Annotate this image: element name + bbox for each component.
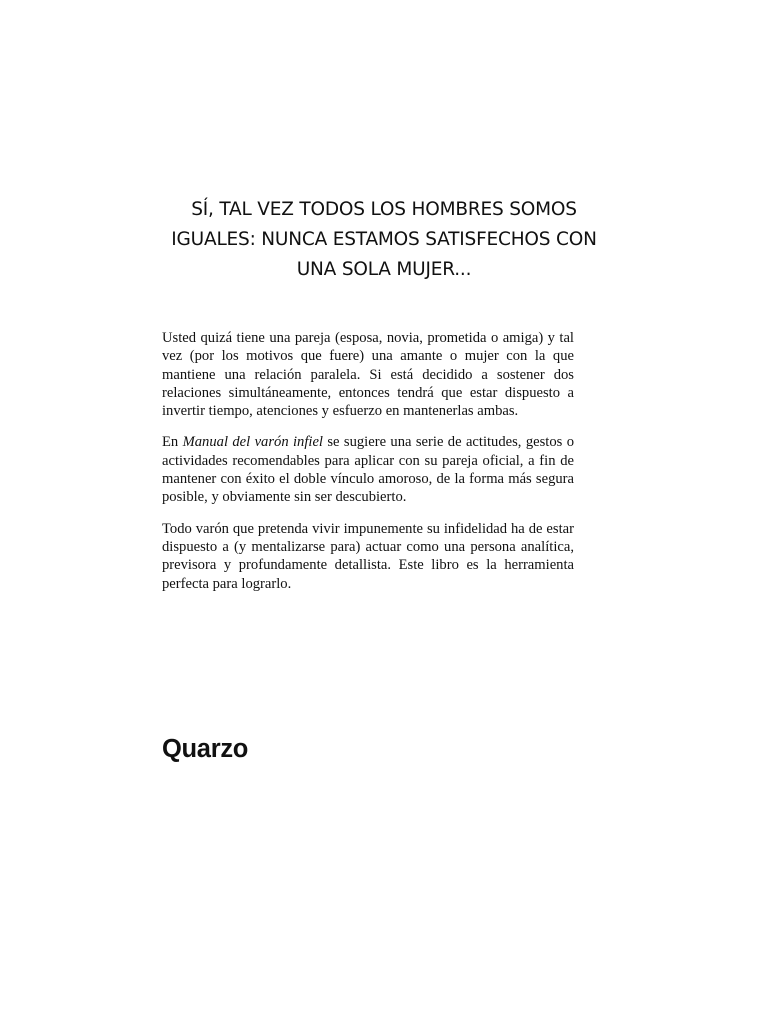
synopsis-paragraph-2 xyxy=(162,433,574,506)
heading-line-3: UNA SOLA MUJER... xyxy=(296,259,472,280)
cover-heading xyxy=(120,195,648,285)
synopsis-paragraph-1: Usted quizá tiene una pareja (esposa, novia, prometida o amiga) y tal vez (por los motivos que fuere) una amante o mujer con la que mantiene una relación paralela. Si está decidido a sostener dos relaciones simultáneamente, entonces tendrá que estar dispuesto a invertir tiempo, atenciones y esfuerzo en mantenerlas ambas. xyxy=(162,330,574,420)
synopsis-text xyxy=(162,329,574,593)
heading-line-2: IGUALES: NUNCA ESTAMOS SATISFECHOS CON xyxy=(171,229,597,250)
paragraph-2-suffix: se sugiere una serie de actitudes, gestos o actividades recomendables para aplicar con su pareja oficial, a fin de mantener con éxito el doble vínculo amoroso, de la forma más segura posible, y obviamente sin ser descubierto. xyxy=(162,434,574,506)
publisher-logo-text: Quarzo xyxy=(162,735,249,763)
paragraph-2-prefix: En xyxy=(162,434,183,451)
book-title: Manual del varón infiel xyxy=(182,434,323,451)
synopsis-paragraph-3: Todo varón que pretenda vivir impunemente su infidelidad ha de estar dispuesto a (y mentalizarse para) actuar como una persona analítica, previsora y profundamente detallista. Este libro es la herramienta perfecta para lograrlo. xyxy=(162,520,574,592)
heading-line-1: SÍ, TAL VEZ TODOS LOS HOMBRES SOMOS xyxy=(191,199,577,220)
